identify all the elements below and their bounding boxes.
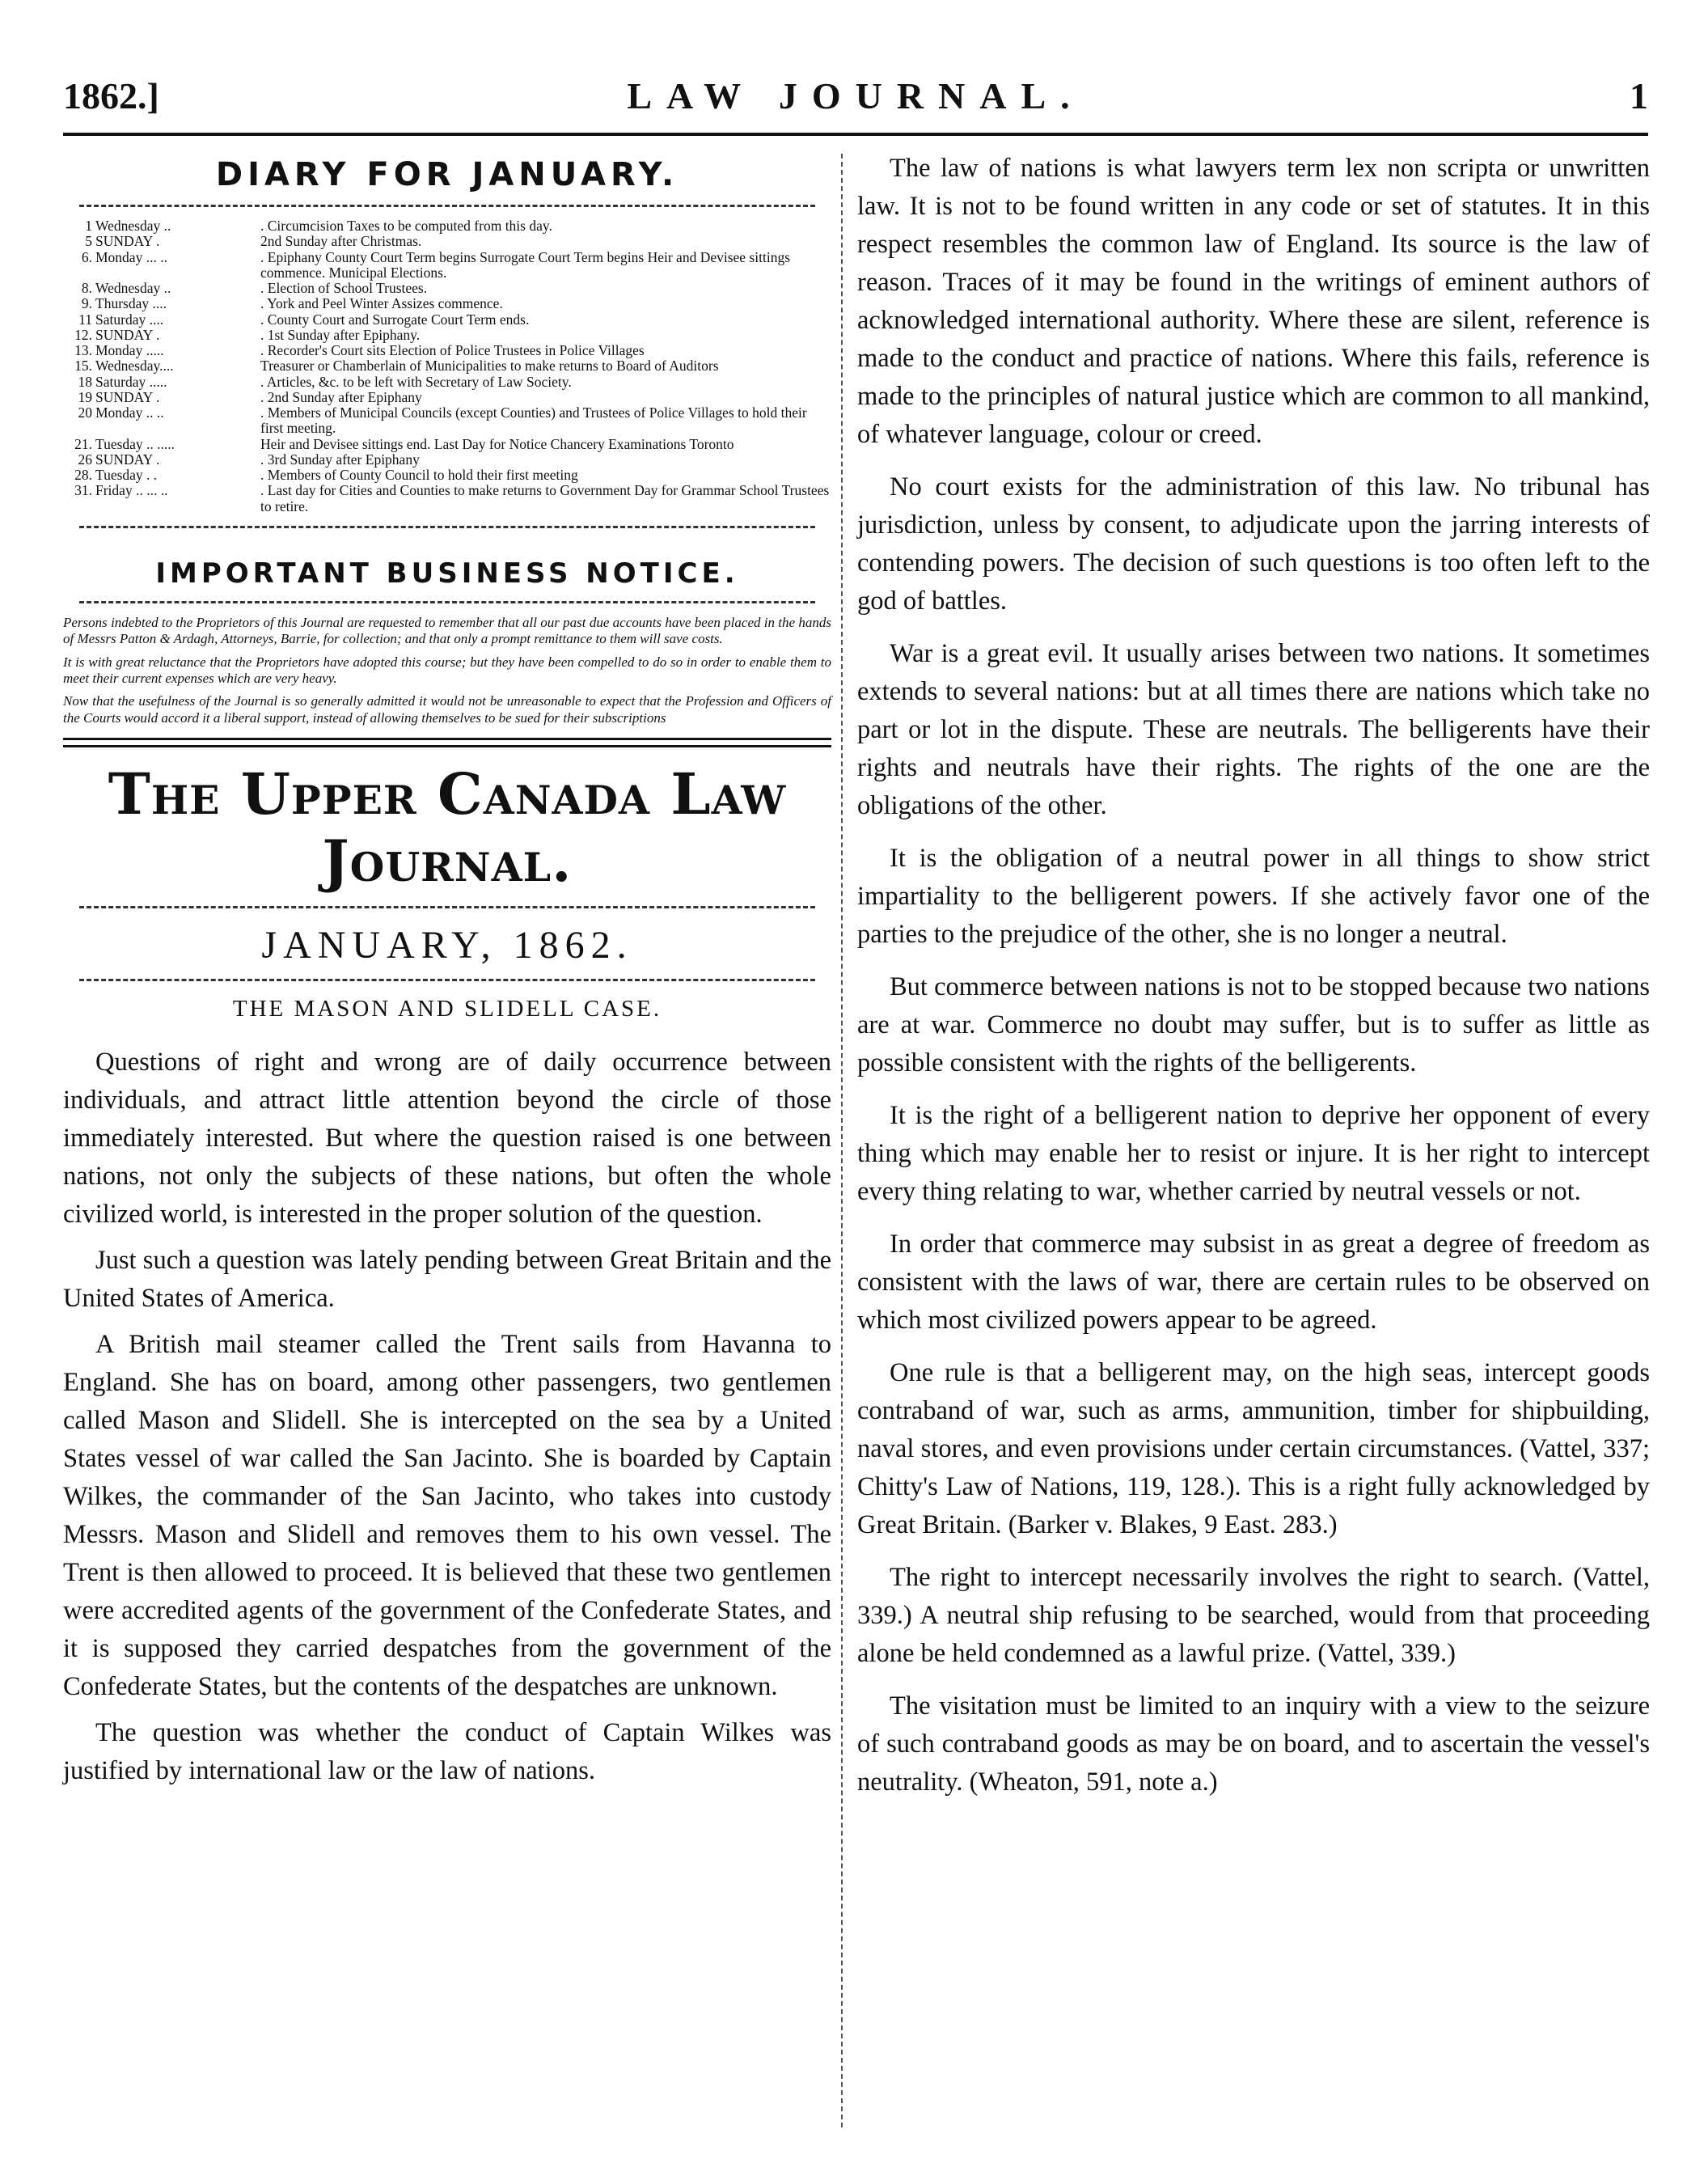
diary-entry [63,452,831,468]
notice-paragraph: Now that the usefulness of the Journal is so generally admitted it would not be unreasonable to expect that the Profession and Officers of the Courts would accord it a liberal support, instead of allowing themselves to be sued for their subscriptions [63,693,831,726]
diary-entry-event: . 3rd Sunday after Epiphany [260,451,420,468]
diary-rule [79,205,815,207]
diary-entry [63,437,831,452]
diary-entry-event: . 1st Sunday after Epiphany. [260,326,421,343]
article-paragraph: The visitation must be limited to an inquiry with a view to the seizure of such contraband goods as may be on board, and to ascertain the vessel's neutrality. (Wheaton, 591, note a.) [857,1691,1650,1797]
article-paragraph: The question was whether the conduct of Captain Wilkes was justified by international law or the law of nations. [63,1718,831,1786]
article-paragraph: War is a great evil. It usually arises between two nations. It sometimes extends to several nations: but at all times there are nations which take no part or lot in the dispute. These are neutrals. The belligerents have their rights and neutrals have their rights. The rights of the one are the obligations of the other. [857,639,1650,820]
diary-entry-event: . Members of County Council to hold their first meeting [260,467,578,483]
diary-entry-weekday: Tuesday . . [95,467,158,483]
diary-entry-day-number: 28. [74,467,92,483]
diary-entry-event: . Last day for Cities and Counties to make returns to Government Day for Grammar School Trustees to retire. [260,482,830,514]
diary-entry-event: . Epiphany County Court Term begins Surrogate Court Term begins Heir and Devisee sittings commence. Municipal Elections. [260,248,791,281]
diary-entry [63,281,831,296]
diary-entry-day-number: 6. [81,248,92,265]
article-paragraph: In order that commerce may subsist in as great a degree of freedom as consistent with the laws of war, there are certain rules to be observed on which most civilized powers appear to be agreed. [857,1230,1650,1335]
diary-entry [63,375,831,390]
right-column [857,150,1650,1801]
article-paragraph: The right to intercept necessarily involves the right to search. (Vattel, 339.) A neutral ship refusing to be searched, would from that proceeding alone be held condemned as a lawful prize. (Vattel, 339.) [857,1563,1650,1668]
diary-entry-weekday: Saturday .... [95,311,164,328]
diary-entry-day-number: 11 [78,311,92,328]
header-year: 1862.] [63,75,159,116]
diary-entry-event: Treasurer or Chamberlain of Municipalities to make returns to Board of Auditors [260,358,719,375]
diary-table [63,218,831,514]
diary-entry [63,312,831,328]
diary-entry [63,218,831,234]
diary-entry-day-number: 12. [74,326,92,343]
article-paragraph: Just such a question was lately pending between Great Britain and the United States of America. [63,1246,831,1314]
notice-title: IMPORTANT BUSINESS NOTICE. [155,557,739,590]
header-title: LAW JOURNAL. [627,75,1084,116]
diary-entry [63,250,831,282]
diary-entry-day-number: 19 [78,388,92,405]
diary-entry-day-number: 9. [81,295,92,312]
article-paragraph: No court exists for the administration of this law. No tribunal has jurisdiction, unless by consent, to adjudicate upon the jarring interests of contending powers. The decision of such questions is too often left to the god of battles. [857,472,1650,616]
diary-entry-event: . Circumcision Taxes to be computed from this day. [260,218,552,234]
date-rule [79,979,815,981]
masthead-rule [63,738,831,747]
issue-date: JANUARY, 1862. [261,924,633,967]
diary-entry [63,328,831,343]
page-number: 1 [1630,75,1648,116]
page-header [63,74,1648,131]
left-column [63,150,831,1790]
diary-entry-event: Heir and Devisee sittings end. Last Day for Notice Chancery Examinations Toronto [260,435,734,452]
header-rule [63,133,1648,136]
diary-entry [63,343,831,358]
diary-entry-day-number: 15. [74,358,92,375]
diary-entry-weekday: Tuesday .. ..... [95,435,175,452]
diary-entry-day-number: 18 [78,373,92,390]
diary-entry-day-number: 26 [78,451,92,468]
diary-entry-weekday: Wednesday .. [95,280,171,296]
diary-entry-weekday: Monday .. .. [95,404,164,421]
notice-rule [79,601,815,603]
diary-entry-event: . Members of Municipal Councils (except Counties) and Trustees of Police Villages to hold their first meeting. [260,404,807,437]
diary-entry-event: . York and Peel Winter Assizes commence. [260,295,503,312]
diary-entry-weekday: SUNDAY . [95,451,160,468]
diary-entry [63,358,831,374]
diary-entry-day-number: 5 [85,233,92,250]
article-paragraph: It is the obligation of a neutral power in all things to show strict impartiality to the belligerent powers. If she actively favor one of the parties to the prejudice of the other, she is no longer a neutral. [857,844,1650,949]
diary-entry [63,390,831,405]
diary-entry-day-number: 13. [74,342,92,358]
diary-entry-weekday: SUNDAY . [95,326,160,343]
notice-paragraph: Persons indebted to the Proprietors of this Journal are requested to remember that all our past due accounts have been placed in the hands of Messrs Patton & Ardagh, Attorneys, Barrie, for collection; and that only a prompt remittance to them will save costs. [63,614,831,647]
diary-entry-weekday: Thursday .... [95,295,167,312]
diary-entry-weekday: Monday ..... [95,342,164,358]
diary-entry [63,405,831,437]
diary-entry [63,483,831,514]
diary-entry-weekday: SUNDAY . [95,233,160,250]
diary-entry-weekday: Wednesday.... [95,358,174,375]
diary-entry-event: . 2nd Sunday after Epiphany [260,388,422,405]
article-paragraph: One rule is that a belligerent may, on the high seas, intercept goods contraband of war, such as arms, ammunition, timber for shipbuilding, naval stores, and even provisions under certain circumstances. (Vattel, 337; Chitty's Law of Nations, 119, 128.). This is a right fully acknowledged by Great Britain. (Barker v. Blakes, 9 East. 283.) [857,1358,1650,1539]
diary-entry-day-number: 21. [74,435,92,452]
diary-entry-day-number: 1 [85,218,92,234]
article-paragraph: It is the right of a belligerent nation to deprive her opponent of every thing which may enable her to resist or injure. It is her right to intercept every thing relating to war, whether carried by neutral vessels or not. [857,1101,1650,1206]
article-title: THE MASON AND SLIDELL CASE. [232,996,662,1022]
diary-entry-day-number: 8. [81,280,92,296]
column-divider [841,154,843,2127]
article-paragraph: The law of nations is what lawyers term lex non scripta or unwritten law. It is not to be found written in any code or set of statutes. It in this respect resembles the common law of England. Its source is the law of reason. Traces of it may be found in the writings of eminent authors of acknowledged international authority. Where these are silent, reference is made to the conduct and practice of nations. Where this fails, reference is made to the principles of natural justice which are common to all mankind, of whatever language, colour or creed. [857,154,1650,449]
diary-entry-weekday: Wednesday .. [95,218,171,234]
article-paragraph: But commerce between nations is not to be stopped because two nations are at war. Commerce no doubt may suffer, but is to suffer as little as possible consistent with the rights of the belligerents. [857,972,1650,1077]
journal-title: The Upper Canada Law Journal. [108,760,787,895]
diary-entry-weekday: Friday .. ... .. [95,482,168,499]
article-paragraph: A British mail steamer called the Trent sails from Havanna to England. She has on board, among other passengers, two gentlemen called Mason and Slidell. She is intercepted on the sea by a United States vessel of war called the San Jacinto. She is boarded by Captain Wilkes, the commander of the San Jacinto, who takes into custody Messrs. Mason and Slidell and removes them to his own vessel. The Trent is then allowed to proceed. It is believed that these two gentlemen were accredited agents of the government of the Confederate States, and it is supposed they carried despatches from the government of the Confederate States, but the contents of the despatches are unknown. [63,1330,831,1702]
masthead-dash-rule [79,906,815,908]
diary-entry-event: 2nd Sunday after Christmas. [260,233,422,250]
diary-entry-event: . Recorder's Court sits Election of Police Trustees in Police Villages [260,342,645,358]
diary-entry [63,296,831,311]
diary-entry-weekday: Monday ... .. [95,248,167,265]
notice-paragraph: It is with great reluctance that the Proprietors have adopted this course; but they have been compelled to do so in order to enable them to meet their current expenses which are very heavy. [63,654,831,686]
diary-entry [63,468,831,483]
diary-entry-weekday: SUNDAY . [95,388,160,405]
diary-entry-event: . County Court and Surrogate Court Term ends. [260,311,530,328]
diary-entry-day-number: 31. [74,482,92,499]
diary-bottom-rule [79,526,815,528]
diary-entry-event: . Election of School Trustees. [260,280,428,296]
diary-entry-weekday: Saturday ..... [95,373,167,390]
diary-entry-day-number: 20 [78,404,92,421]
diary-title: DIARY FOR JANUARY. [215,156,679,193]
article-paragraph: Questions of right and wrong are of daily occurrence between individuals, and attract little attention beyond the circle of those immediately interested. But where the question raised is one between nations, not only the subjects of these nations, but often the whole civilized world, is interested in the proper solution of the question. [63,1048,831,1230]
diary-entry [63,234,831,249]
diary-entry-event: . Articles, &c. to be left with Secretary of Law Society. [260,373,572,390]
